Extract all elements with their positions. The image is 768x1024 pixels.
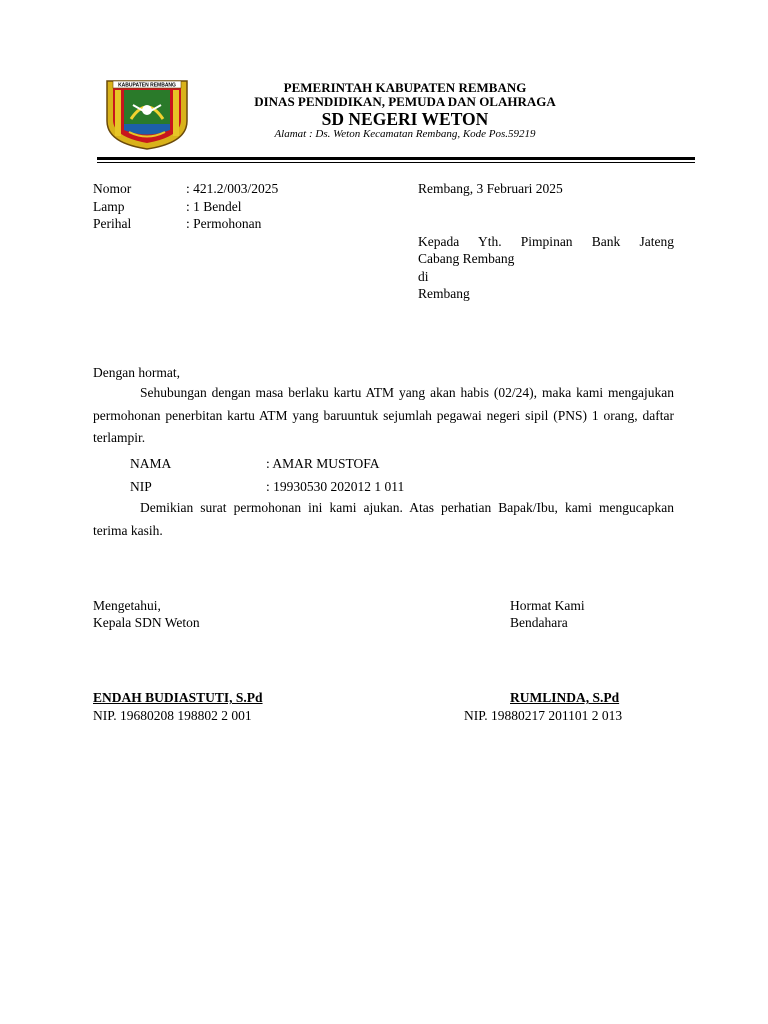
letterhead-rule-thick	[97, 157, 695, 160]
body-paragraph-2: Demikian surat permohonan ini kami ajukan. Atas perhatian Bapak/Ibu, kami mengucapkan terima kasih.	[93, 500, 674, 538]
recipient-line2: Cabang Rembang	[418, 251, 515, 266]
right-signature-line1: Hormat Kami	[510, 598, 585, 613]
lamp-value: : 1 Bendel	[186, 199, 242, 214]
nama-value: : AMAR MUSTOFA	[266, 456, 380, 471]
right-signatory-nip: NIP. 19880217 201101 2 013	[464, 708, 623, 723]
letterhead-rule-thin	[97, 162, 695, 163]
logo-text: KABUPATEN REMBANG	[118, 82, 176, 89]
right-signature-position: Bendahara	[510, 615, 568, 630]
letterhead-government: PEMERINTAH KABUPATEN REMBANG	[283, 80, 527, 95]
perihal-value: : Permohonan	[186, 216, 262, 231]
greeting: Dengan hormat,	[93, 365, 180, 380]
nomor-value: : 421.2/003/2025	[186, 181, 279, 196]
nip-label: NIP	[130, 479, 152, 494]
letterhead-school-name: SD NEGERI WETON	[321, 109, 489, 129]
body-paragraph-1: Sehubungan dengan masa berlaku kartu ATM yang akan habis (02/24), maka kami mengajukan permohonan penerbitan kartu ATM yang baruuntuk sejumlah pegawai negeri sipil (PNS) 1 orang, daftar terlampir.	[93, 385, 674, 445]
regency-emblem	[105, 77, 189, 151]
nip-value: : 19930530 202012 1 011	[266, 479, 405, 494]
letter-date: Rembang, 3 Februari 2025	[418, 181, 563, 196]
recipient-line1: Kepada Yth. Pimpinan Bank Jateng	[418, 234, 674, 249]
left-signatory-nip: NIP. 19680208 198802 2 001	[93, 708, 252, 723]
letterhead-department: DINAS PENDIDIKAN, PEMUDA DAN OLAHRAGA	[254, 94, 556, 109]
right-signatory-name: RUMLINDA, S.Pd	[510, 690, 620, 705]
lamp-label: Lamp	[93, 199, 125, 214]
left-signatory-name: ENDAH BUDIASTUTI, S.Pd	[93, 690, 263, 705]
recipient-line4: Rembang	[418, 286, 470, 301]
left-signature-line1: Mengetahui,	[93, 598, 161, 613]
left-signature-position: Kepala SDN Weton	[93, 615, 200, 630]
nomor-label: Nomor	[93, 181, 132, 196]
recipient-line3: di	[418, 269, 429, 284]
perihal-label: Perihal	[93, 216, 132, 231]
nama-label: NAMA	[130, 456, 172, 471]
letterhead-address: Alamat : Ds. Weton Kecamatan Rembang, Kode Pos.59219	[274, 128, 536, 140]
